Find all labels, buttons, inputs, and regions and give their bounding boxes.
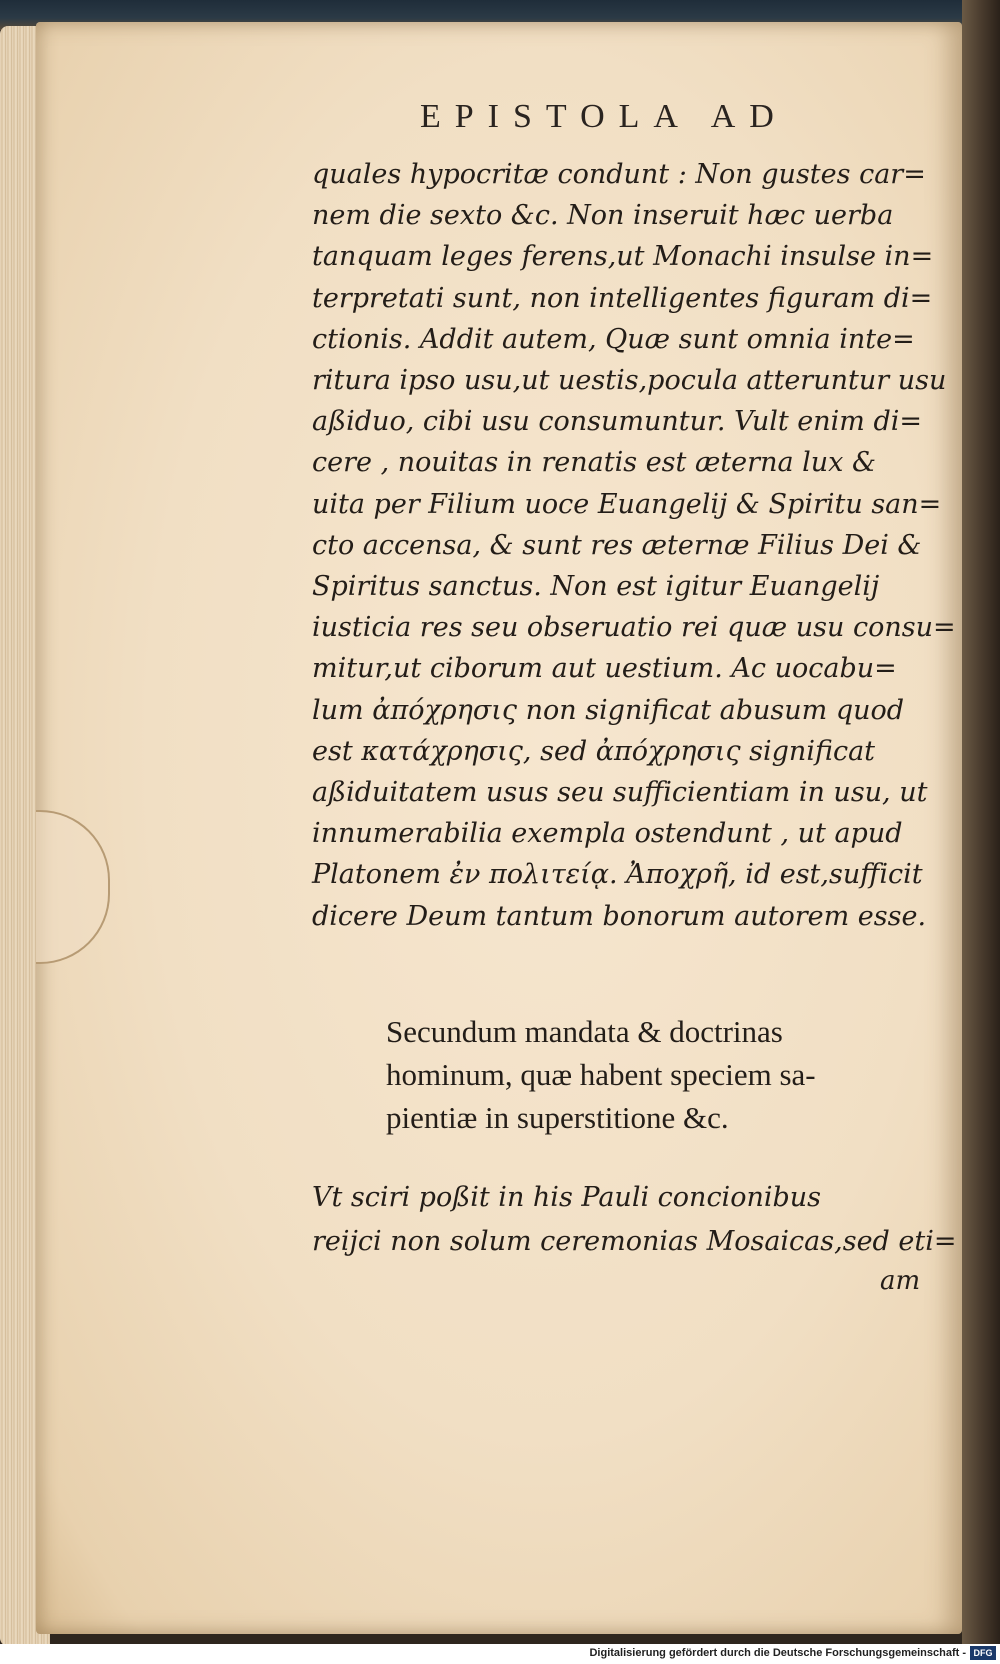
- text-line: Spiritus sanctus. Non est igitur Euangelij: [312, 571, 880, 603]
- text-line: aßiduo, cibi usu consumuntur. Vult enim di=: [312, 406, 923, 438]
- text-line: terpretati sunt, non intelligentes figuram di=: [312, 282, 933, 314]
- text-line: est κατάχρησις, sed ἀπόχρησις significat: [312, 735, 876, 767]
- text-line: ctionis. Addit autem, Quæ sunt omnia inte=: [312, 323, 915, 355]
- following-paragraph: [312, 1176, 957, 1264]
- text-line: lum ἀπόχρησις non significat abusum quod: [312, 694, 905, 726]
- text-line: mitur,ut ciborum aut uestium. Ac uocabu=: [312, 653, 897, 685]
- dfg-logo: DFG: [970, 1646, 996, 1660]
- text-line: innumerabilia exempla ostendunt , ut apud: [312, 818, 903, 850]
- running-head: EPISTOLA AD: [420, 98, 788, 135]
- text-line: ritura ipso usu,ut uestis,pocula atteruntur usu: [312, 365, 947, 397]
- text-line: Platonem ἐν πολιτείᾳ. Ἀποχρῆ, id est,sufficit: [312, 859, 923, 891]
- text-line: dicere Deum tantum bonorum autorem esse.: [312, 900, 927, 932]
- text-line: cto accensa, & sunt res æternæ Filius Dei &: [312, 529, 922, 561]
- page-tab-marker: [36, 810, 110, 964]
- digitization-credit: Digitalisierung gefördert durch die Deutsche Forschungsgemeinschaft -: [589, 1647, 966, 1659]
- text-line: aßiduitatem usus seu sufficientiam in usu, ut: [312, 777, 928, 809]
- text-line: iusticia res seu obseruatio rei quæ usu consu=: [312, 612, 956, 644]
- text-line: reijci non solum ceremonias Mosaicas,sed eti=: [312, 1226, 957, 1257]
- text-line: cere , nouitas in renatis est æterna lux &: [312, 447, 877, 479]
- scripture-quotation: [386, 1010, 926, 1139]
- catchword: am: [880, 1266, 921, 1296]
- main-paragraph: [312, 154, 956, 937]
- text-line: quales hypocritæ condunt : Non gustes car=: [312, 159, 926, 190]
- text-line: nem die sexto &c. Non inseruit hæc uerba: [312, 200, 894, 232]
- text-line: Vt sciri poßit in his Pauli concionibus: [312, 1182, 822, 1213]
- book-cover-right: [962, 0, 1000, 1664]
- quotation-line: hominum, quæ habent speciem sa-: [386, 1057, 816, 1092]
- text-line: tanquam leges ferens,ut Monachi insulse in=: [312, 241, 934, 273]
- quotation-line: pientiæ in superstitione &c.: [386, 1100, 729, 1135]
- text-line: uita per Filium uoce Euangelij & Spiritu san=: [312, 488, 942, 520]
- quotation-line: Secundum mandata & doctrinas: [386, 1014, 783, 1049]
